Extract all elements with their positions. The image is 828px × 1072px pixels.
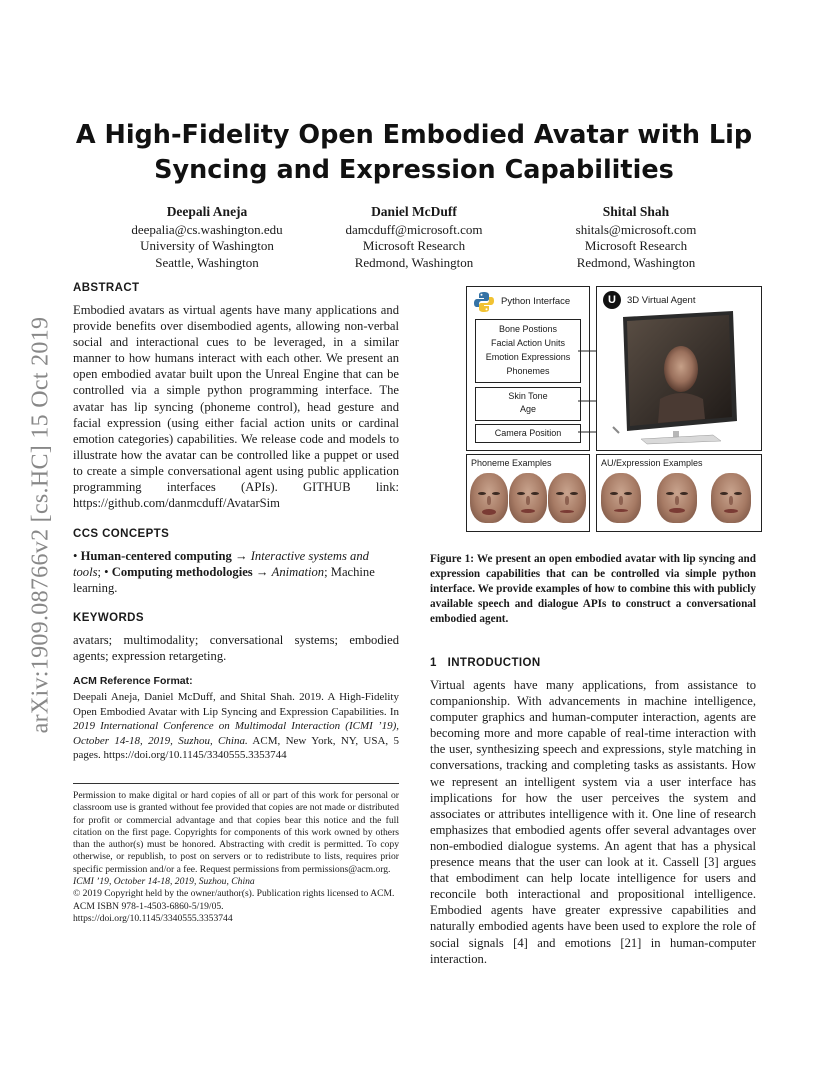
reference-publisher: ACM, New York, NY, USA, 5 pages. https://doi.org/10.1145/3340555.3353744 <box>73 734 399 762</box>
avatar-face-image <box>657 473 697 523</box>
author-location: Redmond, Washington <box>354 254 474 270</box>
paper-title <box>60 118 768 188</box>
control-item: Phonemes <box>506 366 550 376</box>
author-location: Seattle, Washington <box>155 254 259 270</box>
figure-caption: Figure 1: We present an open embodied avatar with lip syncing and expression capabilities that can be controlled via simple python interface. We provide examples of how to combine this with publicly available speech and dialogue APIs to construct a conversational embodied agent. <box>430 553 756 625</box>
author-block-1 <box>92 204 322 271</box>
phoneme-examples-label: Phoneme Examples <box>471 458 552 468</box>
ccs-arrow: → <box>234 549 248 563</box>
ccs-arrow: → <box>255 565 269 580</box>
ccs-term-1-detail: Interactive systems and tools <box>73 549 369 580</box>
reference-venue: 2019 International Conference on Multimodal Interaction (ICMI ’19), October 14-18, 2019, Suzhou, China. <box>73 720 399 747</box>
control-item: Skin Tone <box>508 391 548 401</box>
ccs-text: • Human-centered computing → Interactive systems and tools; • Computing methodologies → Animation; Machine learning. <box>73 549 375 596</box>
permission-copyright: © 2019 Copyright held by the owner/author(s). Publication rights licensed to ACM. <box>73 888 395 900</box>
footnote-rule <box>73 783 399 784</box>
avatar-face-image <box>711 473 751 523</box>
phoneme-examples-panel <box>466 454 590 532</box>
permission-conference: ICMI ’19, October 14-18, 2019, Suzhou, China <box>73 876 255 888</box>
arxiv-stamp-text: arXiv:1909.08766v2 [cs.HC] 15 Oct 2019 <box>27 316 54 734</box>
author-location: Redmond, Washington <box>576 254 696 270</box>
author-block-2 <box>299 204 529 271</box>
author-name: Daniel McDuff <box>371 204 457 219</box>
expression-examples-label: AU/Expression Examples <box>601 458 703 468</box>
ccs-term-2: Computing methodologies <box>111 565 253 580</box>
ccs-heading: CCS CONCEPTS <box>73 528 170 540</box>
arxiv-stamp <box>26 290 56 760</box>
control-item: Age <box>519 404 536 414</box>
author-email: shitals@microsoft.com <box>575 221 697 237</box>
section-number: 1 <box>430 657 437 669</box>
keywords-text: avatars; multimodality; conversational systems; embodied agents; expression retargeting. <box>73 633 399 664</box>
author-affiliation: University of Washington <box>140 238 274 253</box>
author-name: Deepali Aneja <box>166 204 248 219</box>
control-item: Emotion Expressions <box>485 352 571 362</box>
ccs-tail: ; Machine learning. <box>73 565 375 596</box>
abstract-text: Embodied avatars as virtual agents have many applications and provide benefits over disembodied agents, allowing non-verbal social and interactional cues to be leveraged, in a similar manner to how humans interact with each other. We present an open embodied avatar built upon the Unreal Engine that can be controlled via a simple python programming interface. The avatar has lip syncing (phoneme control), head gesture and facial expression (using either facial action units or cardinal emotion categories) capabilities. We release code and models to illustrate how the avatar can be controlled like a puppet or used to create a simple conversational agent using public application programming interfaces (APIs). GITHUB link: https://github.com/danmcduff/AvatarSim <box>73 303 399 511</box>
avatar-face-image <box>601 473 641 523</box>
abstract-heading: ABSTRACT <box>73 282 140 294</box>
permission-doi: https://doi.org/10.1145/3340555.3353744 <box>73 912 233 924</box>
python-interface-label: Python Interface <box>501 296 571 307</box>
author-email: deepalia@cs.washington.edu <box>131 221 283 237</box>
reference-text <box>73 690 399 763</box>
control-item: Facial Action Units <box>490 338 566 348</box>
expression-examples-panel <box>596 454 762 532</box>
control-item: Bone Postions <box>498 324 558 334</box>
author-name: Shital Shah <box>602 204 670 219</box>
author-block-3 <box>521 204 751 271</box>
title-line-1: A High-Fidelity Open Embodied Avatar with Lip <box>75 120 753 150</box>
virtual-agent-label: 3D Virtual Agent <box>627 295 696 306</box>
section-title: INTRODUCTION <box>447 657 541 669</box>
monitor-render <box>605 309 755 447</box>
ccs-term-1: Human-centered computing <box>80 549 232 563</box>
author-email: damcduff@microsoft.com <box>345 221 483 237</box>
keywords-heading: KEYWORDS <box>73 612 144 624</box>
intro-text: Virtual agents have many applications, from assistance to companionship. With advancements in machine intelligence, computer graphics and human-computer interaction, agents are becoming more and more capable of real-time interaction with the user, synthesizing speech and expressions, style matching in conversations, tracking and completing tasks as assistants. How we represent an intelligent system via a user interface has implications for how the user perceives the system and associates or attributes intelligence with it. One line of research emphasizes that embodied agents offer several advantages over non-embodied dialogue systems. An agent that has a physical presence means that the user can look at it. Cassell [3] argues that embodiment can help locate intelligence for users and reconcile both interactional and propositional intelligence. Embodied agents have greater expressive capabilities and naturally embodied agents have been used to explore the role of social signals [4] and emotions [21] in human-computer interaction. <box>430 678 756 966</box>
figure-1 <box>464 286 764 534</box>
permission-isbn: ACM ISBN 978-1-4503-6860-5/19/05. <box>73 900 224 912</box>
intro-heading <box>430 657 541 669</box>
ccs-separator: ; • <box>97 565 109 580</box>
avatar-face-image <box>548 473 586 523</box>
reference-authors: Deepali Aneja, Daniel McDuff, and Shital Shah. 2019. A High-Fidelity Open Embodied Avatar with Lip Syncing and Expression Capabilities. In <box>73 691 399 718</box>
unreal-logo-icon: U <box>603 291 621 309</box>
virtual-agent-panel <box>596 286 762 451</box>
author-affiliation: Microsoft Research <box>362 238 466 253</box>
author-affiliation: Microsoft Research <box>584 238 688 253</box>
control-box-camera: Camera Position <box>475 424 581 443</box>
permission-block <box>73 790 399 925</box>
avatar-face-image <box>470 473 508 523</box>
title-line-2: Syncing and Expression Capabilities <box>154 155 674 185</box>
reference-heading: ACM Reference Format: <box>73 675 193 687</box>
ccs-term-2-detail: Animation <box>271 565 325 580</box>
permission-text: Permission to make digital or hard copies of all or part of this work for personal or classroom use is granted without fee provided that copies are not made or distributed for profit or commercial advantage and that copies bear this notice and the full citation on the first page. Copyrights for components of this work owned by others than the author(s) must be honored. Abstracting with credit is permitted. To copy otherwise, or republish, to post on servers or to redistribute to lists, requires prior specific permission and/or a fee. Request permissions from permissions@acm.org. <box>73 790 399 875</box>
avatar-face-image <box>509 473 547 523</box>
